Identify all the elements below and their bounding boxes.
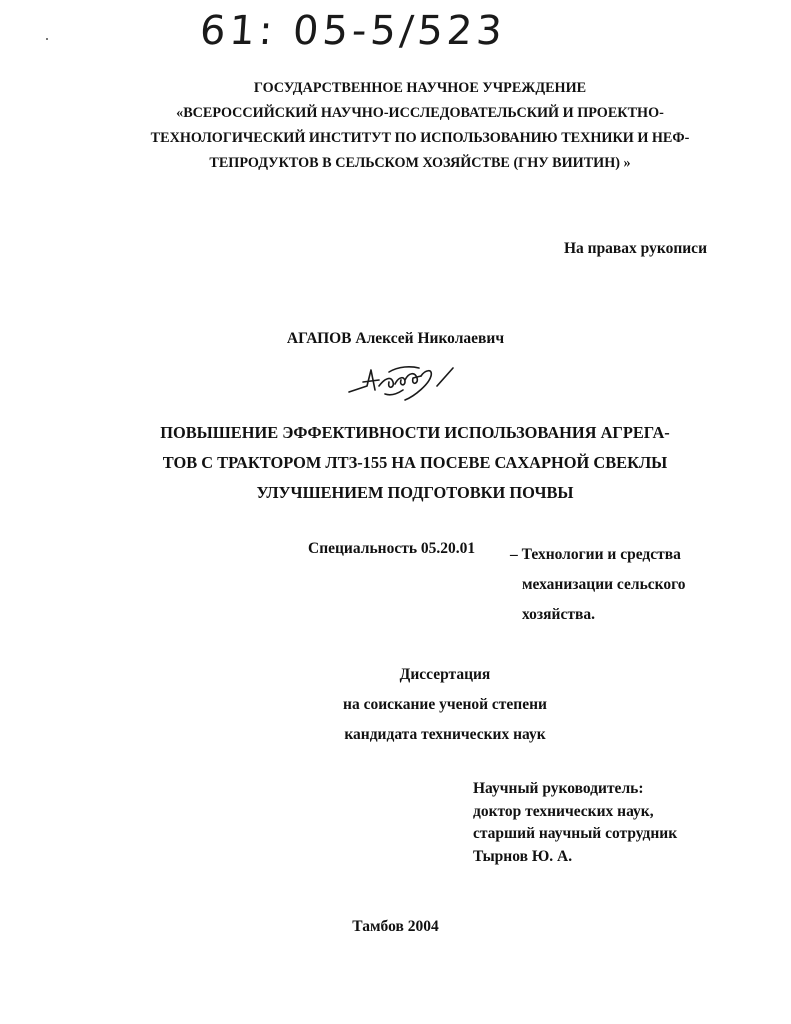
specialty-line: – Технологии и средства [510, 546, 681, 563]
place-and-year: Тамбов 2004 [352, 918, 439, 935]
institution-line: «ВСЕРОССИЙСКИЙ НАУЧНО-ИССЛЕДОВАТЕЛЬСКИЙ И ПРОЕКТНО- [176, 105, 664, 121]
scan-speck [46, 38, 48, 40]
degree-statement [255, 660, 635, 750]
supervisor-line: Тырнов Ю. А. [473, 847, 573, 865]
author-name: АГАПОВ Алексей Николаевич [286, 330, 505, 347]
supervisor-line: доктор технических наук, [473, 802, 654, 820]
institution-line: ГОСУДАРСТВЕННОЕ НАУЧНОЕ УЧРЕЖДЕНИЕ [253, 80, 587, 96]
author-signature [345, 356, 465, 404]
handwritten-archive-code: 61: 05-5/523 [198, 8, 508, 54]
specialty-name [510, 540, 686, 630]
scientific-supervisor [473, 778, 677, 868]
degree-line: на соискание ученой степени [343, 696, 547, 713]
title-line: УЛУЧШЕНИЕМ ПОДГОТОВКИ ПОЧВЫ [256, 483, 574, 502]
dissertation-title [110, 418, 720, 508]
institution-line: ТЕХНОЛОГИЧЕСКИЙ ИНСТИТУТ ПО ИСПОЛЬЗОВАНИЮ ТЕХНИКИ И НЕФ- [150, 130, 690, 146]
specialty-code: Специальность 05.20.01 [308, 540, 476, 557]
degree-line: Диссертация [399, 666, 491, 683]
supervisor-line: Научный руководитель: [473, 780, 644, 797]
supervisor-line: старший научный сотрудник [473, 825, 678, 842]
title-line: ПОВЫШЕНИЕ ЭФФЕКТИВНОСТИ ИСПОЛЬЗОВАНИЯ АГРЕГА- [160, 423, 670, 442]
specialty-line: механизации сельского [522, 576, 686, 593]
institution-line: ТЕПРОДУКТОВ В СЕЛЬСКОМ ХОЗЯЙСТВЕ (ГНУ ВИИТИН) » [209, 155, 631, 171]
title-line: ТОВ С ТРАКТОРОМ ЛТЗ-155 НА ПОСЕВЕ САХАРНОЙ СВЕКЛЫ [162, 453, 668, 472]
degree-line: кандидата технических наук [344, 726, 546, 743]
specialty-line: хозяйства. [522, 606, 595, 623]
manuscript-rights-note: На правах рукописи [563, 240, 707, 257]
institution-name [140, 76, 700, 176]
